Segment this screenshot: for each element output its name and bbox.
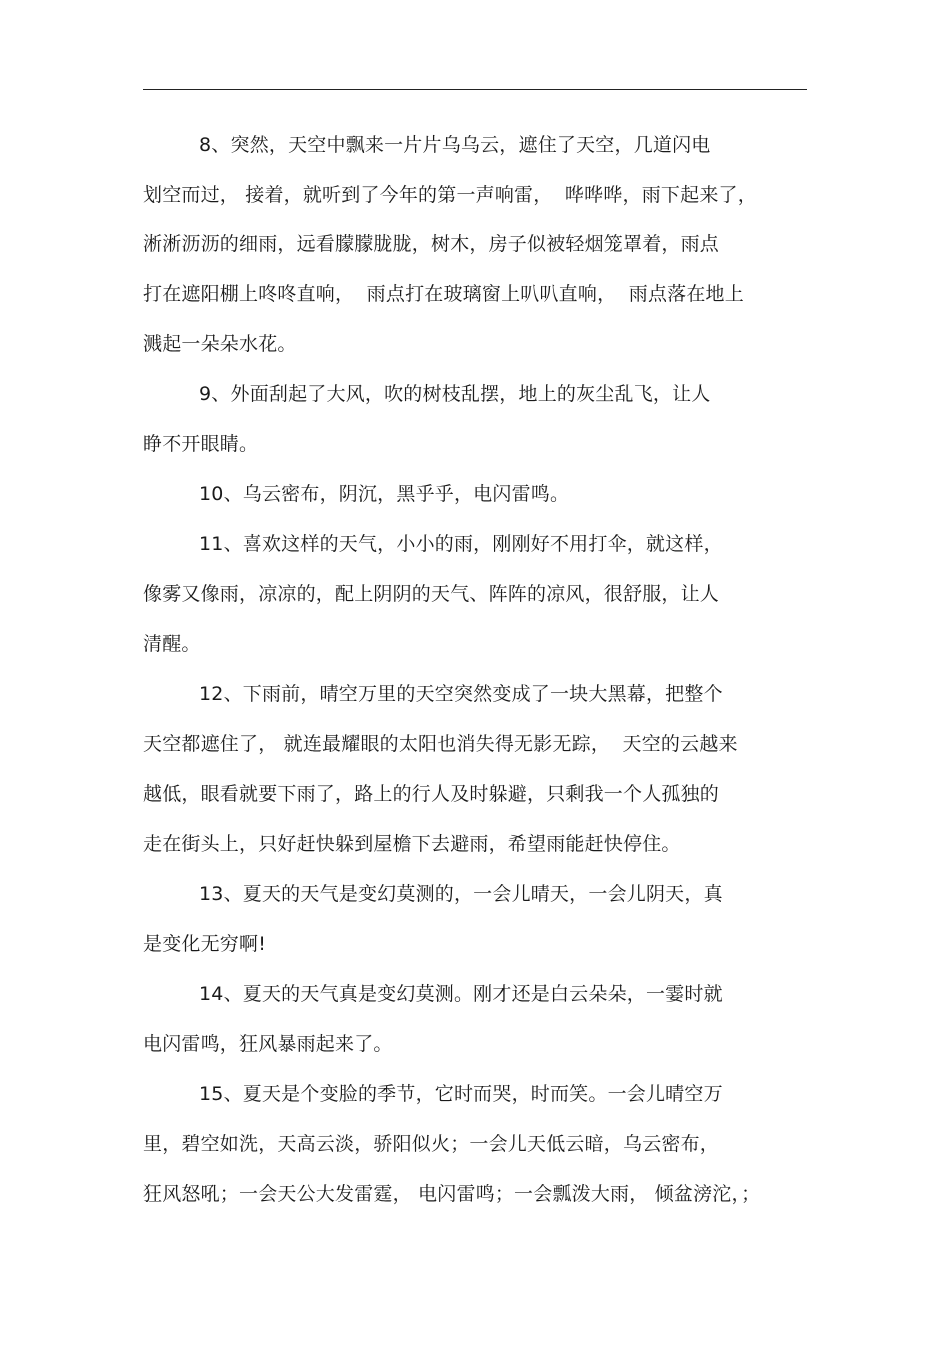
text-line: 8、突然，天空中飘来一片片乌乌云，遮住了天空，几道闪电 [199,134,711,156]
text-line: 狂风怒吼；一会天公大发雷霆， 电闪雷鸣；一会瓢泼大雨， 倾盆滂沱，； [143,1183,761,1205]
text-line: 像雾又像雨，凉凉的，配上阴阴的天气、阵阵的凉风，很舒服，让人 [143,583,720,605]
text-line: 11、喜欢这样的天气，小小的雨，刚刚好不用打伞，就这样， [199,533,723,555]
text-line: 打在遮阳棚上咚咚直响， 雨点打在玻璃窗上叭叭直响， 雨点落在地上 [143,283,744,305]
text-line: 10、乌云密布，阴沉，黑乎乎，电闪雷鸣。 [199,483,570,505]
text-line: 14、夏天的天气真是变幻莫测。刚才还是白云朵朵，一霎时就 [199,983,723,1005]
text-line: 溅起一朵朵水花。 [143,333,297,355]
text-line: 里，碧空如洗，天高云淡，骄阳似火；一会儿天低云暗，乌云密布， [143,1133,720,1155]
text-line: 12、下雨前，晴空万里的天空突然变成了一块大黑幕，把整个 [199,683,723,705]
text-line: 15、夏天是个变脸的季节，它时而哭，时而笑。一会儿晴空万 [199,1083,723,1105]
text-line: 9、外面刮起了大风，吹的树枝乱摆，地上的灰尘乱飞，让人 [199,383,711,405]
text-line: 电闪雷鸣，狂风暴雨起来了。 [143,1033,393,1055]
text-line: 睁不开眼睛。 [143,433,259,455]
text-line: 天空都遮住了， 就连最耀眼的太阳也消失得无影无踪， 天空的云越来 [143,733,738,755]
text-line: 13、夏天的天气是变幻莫测的，一会儿晴天，一会儿阴天，真 [199,883,723,905]
text-line: 淅淅沥沥的细雨，远看朦朦胧胧，树木，房子似被轻烟笼罩着，雨点 [143,233,720,255]
text-line: 是变化无穷啊! [143,933,267,955]
text-line: 清醒。 [143,633,201,655]
text-line: 越低，眼看就要下雨了，路上的行人及时躲避，只剩我一个人孤独的 [143,783,720,805]
text-line: 划空而过， 接着，就听到了今年的第一声响雷， 哗哗哗，雨下起来了， [143,184,757,206]
text-line: 走在街头上，只好赶快躲到屋檐下去避雨，希望雨能赶快停住。 [143,833,681,855]
